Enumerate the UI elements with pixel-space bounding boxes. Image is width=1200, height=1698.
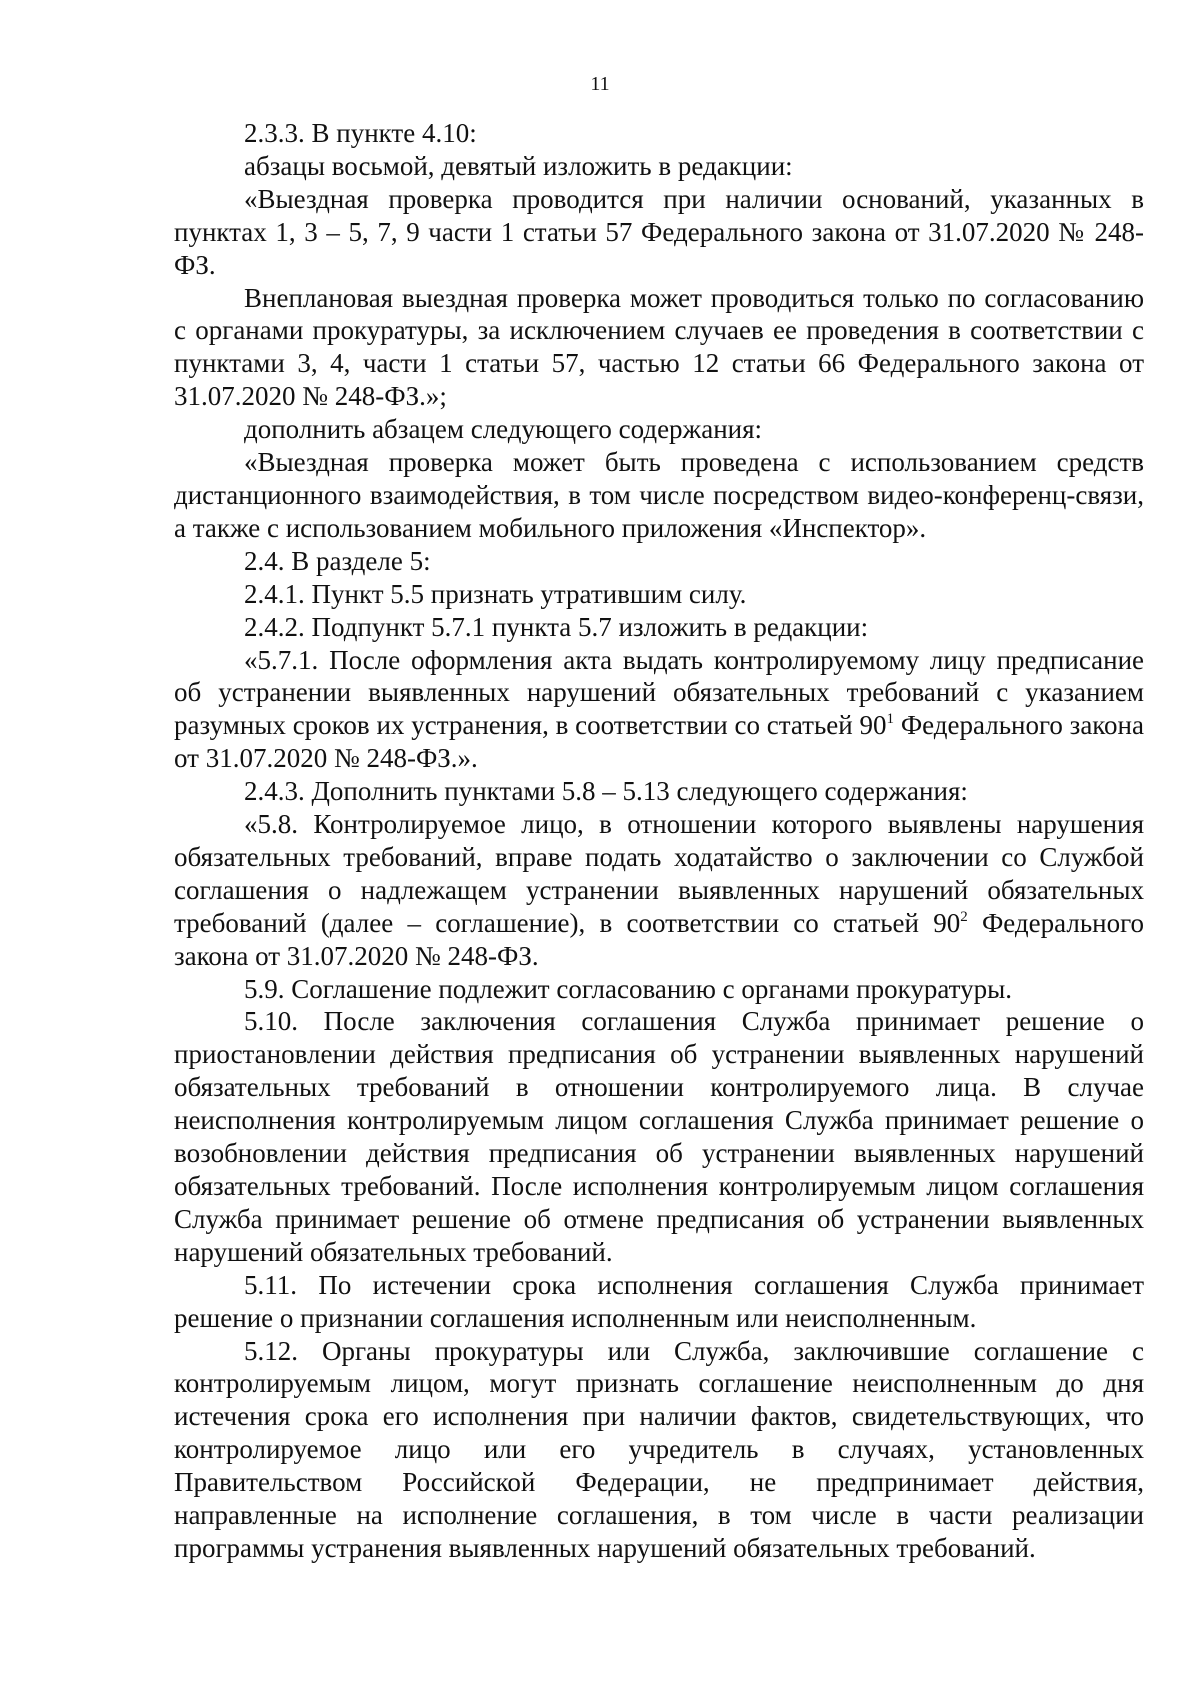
paragraph-5-12: 5.12. Органы прокуратуры или Служба, заключившие соглашение с контролируемым лицом, могут признать соглашение неисполненным до дня истечения срока его исполнения при наличии фактов, свидетельствующих, что контролируемое лицо или его учредитель в случаях, установленных Правительством Российской Федерации, не предпринимает действия, направленные на исполнение соглашения, в том числе в части реализации программы устранения выявленных нарушений обязательных требований. xyxy=(174,1335,1144,1563)
superscript-2: 2 xyxy=(960,908,968,925)
paragraph-2-3-3: 2.3.3. В пункте 4.10: xyxy=(244,118,477,148)
paragraph-2-4-1: 2.4.1. Пункт 5.5 признать утратившим силу. xyxy=(244,578,747,609)
paragraph-5-10: 5.10. После заключения соглашения Служба принимает решение о приостановлении действия предписания об устранении выявленных нарушений обязательных требований в отношении контролируемого лица. В случае неисполнения контролируемым лицом соглашения Служба принимает решение о возобновлении действия предписания об устранении выявленных нарушений обязательных требований. После исполнения контролируемым лицом соглашения Служба принимает решение об отмене предписания об устранении выявленных нарушений обязательных требований. xyxy=(174,1006,1144,1267)
paragraph-vyezdnaya-proverka: «Выездная проверка проводится при наличии оснований, указанных в пунктах 1, 3 – 5, 7, 9 части 1 статьи 57 Федерального закона от 31.07.2020 № 248-ФЗ. xyxy=(174,183,1144,280)
paragraph-5-8-tail: Федерального закона от 31.07.2020 № 248-ФЗ. xyxy=(174,907,1144,971)
paragraph-5-7-1-text: «5.7.1. После оформления акта выдать контролируемому лицу предписание об устранении выявленных нарушений обязательных требований с указанием разумных сроков их устранения, в соответствии со статьей 90 xyxy=(174,644,1144,741)
paragraph-5-11: 5.11. По истечении срока исполнения соглашения Служба принимает решение о признании соглашения исполненным или неисполненным. xyxy=(174,1269,1144,1333)
paragraph-2-4-2: 2.4.2. Подпункт 5.7.1 пункта 5.7 изложить в редакции: xyxy=(244,611,869,642)
paragraph-5-8 xyxy=(174,808,1144,973)
paragraph-distancionnoe: «Выездная проверка может быть проведена с использованием средств дистанционного взаимодействия, в том числе посредством видео-конференц-связи, а также с использованием мобильного приложения «Инспектор». xyxy=(174,447,1144,543)
superscript-1: 1 xyxy=(886,711,895,728)
paragraph-2-4: 2.4. В разделе 5: xyxy=(244,545,431,576)
paragraph-5-9: 5.9. Соглашение подлежит согласованию с органами прокуратуры. xyxy=(244,973,1012,1004)
page-number: 11 xyxy=(590,73,610,95)
paragraph-abzacy: абзацы восьмой, девятый изложить в редакции: xyxy=(244,150,793,181)
document-body xyxy=(174,117,1144,1565)
paragraph-5-8-text: «5.8. Контролируемое лицо, в отношении которого выявлены нарушения обязательных требований, вправе подать ходатайство о заключении со Службой соглашения о надлежащем устранении выявленных нарушений обязательных требований (далее – соглашение), в соответствии со статьей 90 xyxy=(174,809,1144,938)
paragraph-5-7-1 xyxy=(174,644,1144,776)
paragraph-2-4-3: 2.4.3. Дополнить пунктами 5.8 – 5.13 следующего содержания: xyxy=(244,776,968,807)
paragraph-5-7-1-tail: Федерального закона от 31.07.2020 № 248-ФЗ.». xyxy=(174,710,1144,774)
paragraph-vneplanovaya-proverka: Внеплановая выездная проверка может проводиться только по согласованию с органами прокуратуры, за исключением случаев ее проведения в соответствии с пунктами 3, 4, части 1 статьи 57, частью 12 статьи 66 Федерального закона от 31.07.2020 № 248-ФЗ.»; xyxy=(174,282,1144,412)
paragraph-dopolnit-abzacem: дополнить абзацем следующего содержания: xyxy=(244,414,763,445)
